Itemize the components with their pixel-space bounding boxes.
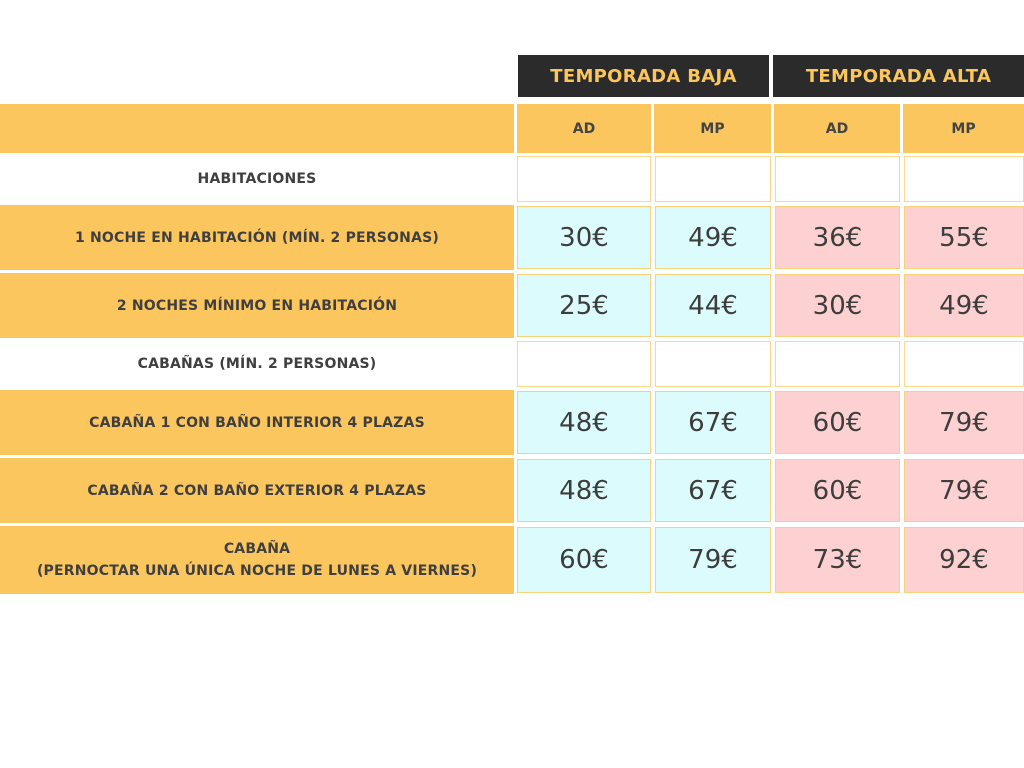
row-label-cabana-1: CABAÑA 1 CON BAÑO INTERIOR 4 PLAZAS <box>0 390 514 455</box>
row-label-2-noches: 2 NOCHES MÍNIMO EN HABITACIÓN <box>0 273 514 338</box>
price-alta-mp: 55€ <box>904 206 1024 269</box>
price-alta-mp: 79€ <box>904 391 1024 454</box>
subheader-baja-mp: MP <box>654 104 771 153</box>
price-alta-ad: 36€ <box>775 206 900 269</box>
empty-cell <box>517 341 651 387</box>
empty-cell <box>775 341 900 387</box>
price-baja-mp: 67€ <box>655 459 771 522</box>
empty-cell <box>655 156 771 202</box>
price-alta-mp: 49€ <box>904 274 1024 337</box>
price-baja-mp: 67€ <box>655 391 771 454</box>
season-header-alta: TEMPORADA ALTA <box>773 55 1024 97</box>
empty-cell <box>904 341 1024 387</box>
price-baja-ad: 25€ <box>517 274 651 337</box>
row-label-cabana-2: CABAÑA 2 CON BAÑO EXTERIOR 4 PLAZAS <box>0 458 514 523</box>
price-alta-mp: 79€ <box>904 459 1024 522</box>
subheader-label-blank <box>0 104 514 153</box>
row-label-lines <box>37 538 477 582</box>
section-label-habitaciones: HABITACIONES <box>0 155 514 203</box>
price-baja-ad: 48€ <box>517 391 651 454</box>
empty-cell <box>655 341 771 387</box>
row-label-line-1: CABAÑA <box>223 541 291 557</box>
empty-cell <box>775 156 900 202</box>
price-alta-ad: 60€ <box>775 391 900 454</box>
subheader-baja-ad: AD <box>517 104 651 153</box>
price-alta-ad: 60€ <box>775 459 900 522</box>
subheader-alta-ad: AD <box>774 104 900 153</box>
row-label-cabana-entre-semana <box>0 526 514 594</box>
price-baja-mp: 79€ <box>655 527 771 593</box>
price-baja-ad: 30€ <box>517 206 651 269</box>
empty-cell <box>904 156 1024 202</box>
price-alta-ad: 73€ <box>775 527 900 593</box>
section-label-cabanas: CABAÑAS (MÍN. 2 PERSONAS) <box>0 340 514 388</box>
row-label-1-noche: 1 NOCHE EN HABITACIÓN (MÍN. 2 PERSONAS) <box>0 205 514 270</box>
price-alta-mp: 92€ <box>904 527 1024 593</box>
empty-cell <box>517 156 651 202</box>
subheader-alta-mp: MP <box>903 104 1024 153</box>
price-baja-mp: 49€ <box>655 206 771 269</box>
price-baja-ad: 48€ <box>517 459 651 522</box>
price-baja-mp: 44€ <box>655 274 771 337</box>
price-alta-ad: 30€ <box>775 274 900 337</box>
price-baja-ad: 60€ <box>517 527 651 593</box>
row-label-line-2: (PERNOCTAR UNA ÚNICA NOCHE DE LUNES A VIERNES) <box>36 563 478 579</box>
season-header-baja: TEMPORADA BAJA <box>518 55 769 97</box>
